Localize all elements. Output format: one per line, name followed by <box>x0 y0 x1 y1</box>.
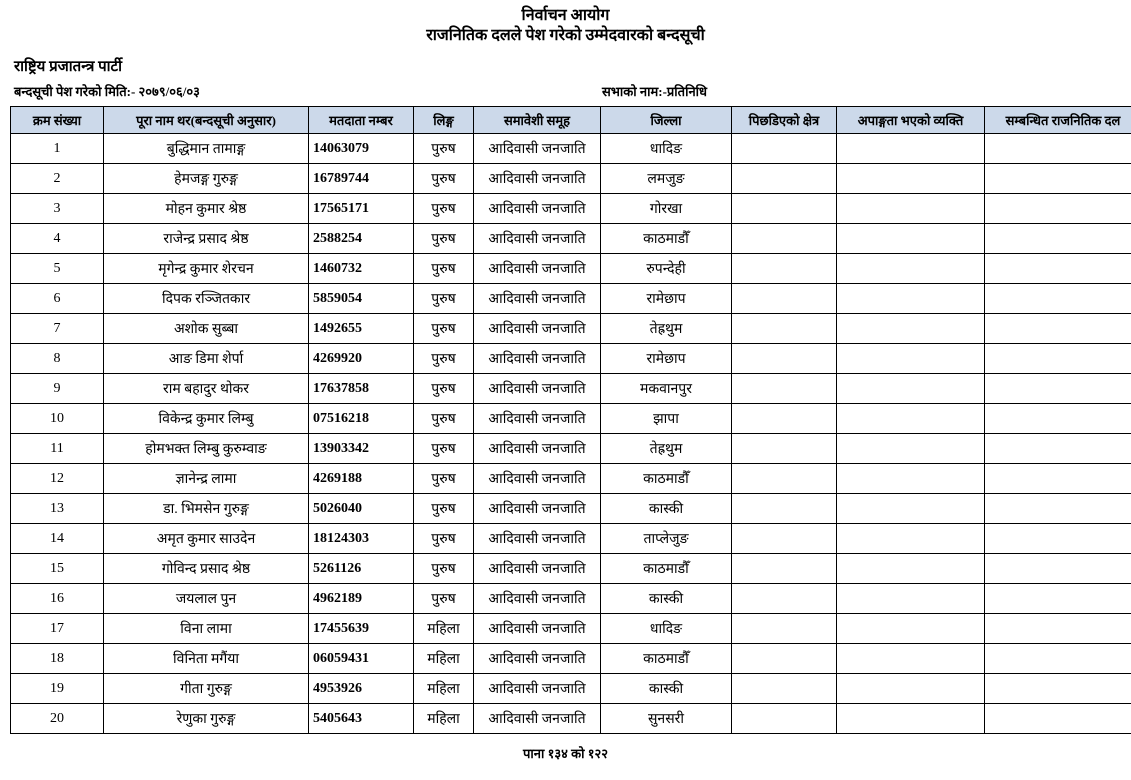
cell-disability <box>837 464 985 494</box>
cell-voter-no: 5859054 <box>309 284 414 314</box>
cell-name: राम बहादुर थोकर <box>104 374 309 404</box>
cell-name: दिपक रञ्जितकार <box>104 284 309 314</box>
cell-serial: 12 <box>11 464 104 494</box>
cell-inclusive-group: आदिवासी जनजाति <box>474 314 601 344</box>
cell-backward-area <box>732 224 837 254</box>
table-row <box>11 524 1131 554</box>
cell-related-party <box>985 314 1131 344</box>
cell-serial: 6 <box>11 284 104 314</box>
cell-gender: पुरुष <box>414 554 474 584</box>
cell-disability <box>837 524 985 554</box>
cell-voter-no: 17455639 <box>309 614 414 644</box>
cell-name: अशोक सुब्बा <box>104 314 309 344</box>
table-row <box>11 554 1131 584</box>
header-title-line2: राजनितिक दलले पेश गरेको उम्मेदवारको बन्दसूची <box>426 27 705 44</box>
cell-related-party <box>985 554 1131 584</box>
cell-gender: पुरुष <box>414 284 474 314</box>
cell-gender: पुरुष <box>414 404 474 434</box>
cell-voter-no: 4269920 <box>309 344 414 374</box>
cell-gender: पुरुष <box>414 374 474 404</box>
cell-related-party <box>985 164 1131 194</box>
column-header-voter-no: मतदाता नम्बर <box>309 107 414 134</box>
cell-serial: 16 <box>11 584 104 614</box>
cell-inclusive-group: आदिवासी जनजाति <box>474 224 601 254</box>
cell-related-party <box>985 254 1131 284</box>
column-header-backward-area: पिछडिएको क्षेत्र <box>732 107 837 134</box>
cell-voter-no: 17565171 <box>309 194 414 224</box>
cell-backward-area <box>732 284 837 314</box>
cell-related-party <box>985 434 1131 464</box>
cell-disability <box>837 134 985 164</box>
cell-gender: पुरुष <box>414 524 474 554</box>
cell-serial: 3 <box>11 194 104 224</box>
table-body <box>11 134 1131 734</box>
cell-backward-area <box>732 344 837 374</box>
cell-serial: 11 <box>11 434 104 464</box>
cell-related-party <box>985 704 1131 734</box>
cell-serial: 20 <box>11 704 104 734</box>
cell-serial: 5 <box>11 254 104 284</box>
cell-voter-no: 14063079 <box>309 134 414 164</box>
cell-backward-area <box>732 374 837 404</box>
cell-name: विना लामा <box>104 614 309 644</box>
table-row <box>11 674 1131 704</box>
cell-disability <box>837 584 985 614</box>
cell-name: आङ डिमा शेर्पा <box>104 344 309 374</box>
cell-district: झापा <box>601 404 732 434</box>
cell-name: होमभक्त लिम्बु कुरुम्वाङ <box>104 434 309 464</box>
cell-district: तेह्रथुम <box>601 434 732 464</box>
cell-related-party <box>985 404 1131 434</box>
cell-district: धादिङ <box>601 134 732 164</box>
cell-backward-area <box>732 464 837 494</box>
cell-disability <box>837 434 985 464</box>
cell-voter-no: 17637858 <box>309 374 414 404</box>
cell-serial: 14 <box>11 524 104 554</box>
cell-gender: पुरुष <box>414 584 474 614</box>
cell-backward-area <box>732 494 837 524</box>
cell-serial: 15 <box>11 554 104 584</box>
cell-district: कास्की <box>601 674 732 704</box>
cell-inclusive-group: आदिवासी जनजाति <box>474 644 601 674</box>
table-row <box>11 494 1131 524</box>
table-header-row <box>11 107 1131 134</box>
cell-district: लमजुङ <box>601 164 732 194</box>
cell-gender: पुरुष <box>414 494 474 524</box>
cell-serial: 8 <box>11 344 104 374</box>
cell-district: रामेछाप <box>601 284 732 314</box>
cell-backward-area <box>732 314 837 344</box>
cell-disability <box>837 404 985 434</box>
cell-serial: 7 <box>11 314 104 344</box>
cell-serial: 9 <box>11 374 104 404</box>
cell-district: तेह्रथुम <box>601 314 732 344</box>
cell-related-party <box>985 374 1131 404</box>
cell-voter-no: 4269188 <box>309 464 414 494</box>
cell-district: ताप्लेजुङ <box>601 524 732 554</box>
cell-serial: 18 <box>11 644 104 674</box>
cell-district: काठमाडौँ <box>601 224 732 254</box>
column-header-name: पूरा नाम थर(बन्दसूची अनुसार) <box>104 107 309 134</box>
table-row <box>11 134 1131 164</box>
cell-related-party <box>985 494 1131 524</box>
cell-disability <box>837 374 985 404</box>
cell-voter-no: 4953926 <box>309 674 414 704</box>
document-header <box>10 0 1121 46</box>
cell-gender: पुरुष <box>414 314 474 344</box>
cell-voter-no: 5261126 <box>309 554 414 584</box>
cell-gender: पुरुष <box>414 344 474 374</box>
cell-serial: 19 <box>11 674 104 704</box>
cell-voter-no: 1492655 <box>309 314 414 344</box>
cell-inclusive-group: आदिवासी जनजाति <box>474 464 601 494</box>
cell-disability <box>837 344 985 374</box>
table-row <box>11 704 1131 734</box>
cell-backward-area <box>732 584 837 614</box>
cell-name: अमृत कुमार साउदेन <box>104 524 309 554</box>
cell-disability <box>837 314 985 344</box>
cell-voter-no: 13903342 <box>309 434 414 464</box>
cell-name: गीता गुरुङ्ग <box>104 674 309 704</box>
cell-voter-no: 07516218 <box>309 404 414 434</box>
cell-inclusive-group: आदिवासी जनजाति <box>474 374 601 404</box>
table-row <box>11 584 1131 614</box>
cell-voter-no: 06059431 <box>309 644 414 674</box>
column-header-district: जिल्ला <box>601 107 732 134</box>
cell-gender: पुरुष <box>414 434 474 464</box>
table-row <box>11 284 1131 314</box>
cell-inclusive-group: आदिवासी जनजाति <box>474 254 601 284</box>
cell-name: गोविन्द प्रसाद श्रेष्ठ <box>104 554 309 584</box>
cell-inclusive-group: आदिवासी जनजाति <box>474 584 601 614</box>
cell-serial: 10 <box>11 404 104 434</box>
cell-disability <box>837 554 985 584</box>
cell-backward-area <box>732 164 837 194</box>
cell-name: बुद्धिमान तामाङ्ग <box>104 134 309 164</box>
cell-disability <box>837 494 985 524</box>
cell-related-party <box>985 584 1131 614</box>
cell-gender: पुरुष <box>414 164 474 194</box>
submitted-date-label: बन्दसूची पेश गरेको मिति:- २०७९/०६/०३ <box>14 84 200 99</box>
cell-backward-area <box>732 554 837 584</box>
cell-voter-no: 16789744 <box>309 164 414 194</box>
cell-backward-area <box>732 254 837 284</box>
cell-voter-no: 1460732 <box>309 254 414 284</box>
column-header-related-party: सम्बन्धित राजनितिक दल <box>985 107 1131 134</box>
page-number-label: पाना १३४ को १२२ <box>523 746 608 761</box>
cell-name: ज्ञानेन्द्र लामा <box>104 464 309 494</box>
cell-inclusive-group: आदिवासी जनजाति <box>474 674 601 704</box>
cell-backward-area <box>732 674 837 704</box>
table-header <box>11 107 1131 134</box>
party-name: राष्ट्रिय प्रजातन्त्र पार्टी <box>14 59 122 75</box>
cell-voter-no: 5405643 <box>309 704 414 734</box>
cell-related-party <box>985 194 1131 224</box>
cell-gender: महिला <box>414 644 474 674</box>
cell-gender: महिला <box>414 674 474 704</box>
cell-district: रुपन्देही <box>601 254 732 284</box>
cell-district: रामेछाप <box>601 344 732 374</box>
cell-voter-no: 4962189 <box>309 584 414 614</box>
cell-disability <box>837 644 985 674</box>
table-row <box>11 404 1131 434</box>
cell-name: डा. भिमसेन गुरुङ्ग <box>104 494 309 524</box>
table-row <box>11 344 1131 374</box>
cell-disability <box>837 254 985 284</box>
cell-related-party <box>985 284 1131 314</box>
cell-voter-no: 5026040 <box>309 494 414 524</box>
cell-name: रेणुका गुरुङ्ग <box>104 704 309 734</box>
table-row <box>11 644 1131 674</box>
cell-gender: पुरुष <box>414 254 474 284</box>
cell-related-party <box>985 344 1131 374</box>
cell-inclusive-group: आदिवासी जनजाति <box>474 284 601 314</box>
column-header-gender: लिङ्ग <box>414 107 474 134</box>
cell-disability <box>837 284 985 314</box>
cell-name: मृगेन्द्र कुमार शेरचन <box>104 254 309 284</box>
cell-disability <box>837 704 985 734</box>
cell-district: काठमाडौँ <box>601 644 732 674</box>
cell-gender: पुरुष <box>414 464 474 494</box>
table-row <box>11 164 1131 194</box>
cell-related-party <box>985 524 1131 554</box>
cell-district: कास्की <box>601 584 732 614</box>
cell-serial: 4 <box>11 224 104 254</box>
cell-related-party <box>985 614 1131 644</box>
cell-related-party <box>985 224 1131 254</box>
cell-serial: 13 <box>11 494 104 524</box>
table-row <box>11 194 1131 224</box>
cell-inclusive-group: आदिवासी जनजाति <box>474 194 601 224</box>
table-row <box>11 254 1131 284</box>
cell-serial: 2 <box>11 164 104 194</box>
cell-backward-area <box>732 194 837 224</box>
cell-serial: 17 <box>11 614 104 644</box>
table-row <box>11 374 1131 404</box>
cell-district: गोरखा <box>601 194 732 224</box>
column-header-disability: अपाङ्गता भएको व्यक्ति <box>837 107 985 134</box>
cell-inclusive-group: आदिवासी जनजाति <box>474 404 601 434</box>
cell-inclusive-group: आदिवासी जनजाति <box>474 344 601 374</box>
cell-backward-area <box>732 404 837 434</box>
cell-inclusive-group: आदिवासी जनजाति <box>474 434 601 464</box>
table-row <box>11 464 1131 494</box>
cell-disability <box>837 674 985 704</box>
cell-disability <box>837 164 985 194</box>
cell-district: धादिङ <box>601 614 732 644</box>
cell-name: विकेन्द्र कुमार लिम्बु <box>104 404 309 434</box>
table-row <box>11 314 1131 344</box>
cell-district: कास्की <box>601 494 732 524</box>
cell-inclusive-group: आदिवासी जनजाति <box>474 614 601 644</box>
cell-backward-area <box>732 614 837 644</box>
cell-name: हेमजङ्ग गुरुङ्ग <box>104 164 309 194</box>
cell-inclusive-group: आदिवासी जनजाति <box>474 494 601 524</box>
header-title-line1: निर्वाचन आयोग <box>521 7 610 24</box>
cell-name: विनिता मगैंया <box>104 644 309 674</box>
cell-inclusive-group: आदिवासी जनजाति <box>474 704 601 734</box>
cell-backward-area <box>732 704 837 734</box>
cell-name: जयलाल पुन <box>104 584 309 614</box>
column-header-inclusive-group: समावेशी समूह <box>474 107 601 134</box>
cell-inclusive-group: आदिवासी जनजाति <box>474 164 601 194</box>
cell-backward-area <box>732 644 837 674</box>
cell-disability <box>837 194 985 224</box>
candidate-table <box>10 106 1131 734</box>
cell-gender: पुरुष <box>414 224 474 254</box>
page-footer <box>10 744 1121 762</box>
cell-district: काठमाडौँ <box>601 464 732 494</box>
cell-district: काठमाडौँ <box>601 554 732 584</box>
assembly-name-label: सभाको नाम:-प्रतिनिधि <box>602 84 708 99</box>
cell-inclusive-group: आदिवासी जनजाति <box>474 554 601 584</box>
cell-gender: पुरुष <box>414 134 474 164</box>
cell-gender: महिला <box>414 614 474 644</box>
column-header-serial: क्रम संख्या <box>11 107 104 134</box>
table-row <box>11 224 1131 254</box>
cell-voter-no: 2588254 <box>309 224 414 254</box>
cell-gender: पुरुष <box>414 194 474 224</box>
cell-serial: 1 <box>11 134 104 164</box>
cell-district: मकवानपुर <box>601 374 732 404</box>
cell-backward-area <box>732 134 837 164</box>
table-row <box>11 614 1131 644</box>
cell-disability <box>837 614 985 644</box>
table-row <box>11 434 1131 464</box>
cell-inclusive-group: आदिवासी जनजाति <box>474 524 601 554</box>
cell-disability <box>837 224 985 254</box>
cell-name: राजेन्द्र प्रसाद श्रेष्ठ <box>104 224 309 254</box>
cell-related-party <box>985 464 1131 494</box>
cell-related-party <box>985 134 1131 164</box>
cell-inclusive-group: आदिवासी जनजाति <box>474 134 601 164</box>
cell-related-party <box>985 644 1131 674</box>
cell-district: सुनसरी <box>601 704 732 734</box>
cell-gender: महिला <box>414 704 474 734</box>
cell-voter-no: 18124303 <box>309 524 414 554</box>
cell-backward-area <box>732 524 837 554</box>
cell-backward-area <box>732 434 837 464</box>
meta-row <box>10 82 1121 100</box>
cell-related-party <box>985 674 1131 704</box>
cell-name: मोहन कुमार श्रेष्ठ <box>104 194 309 224</box>
